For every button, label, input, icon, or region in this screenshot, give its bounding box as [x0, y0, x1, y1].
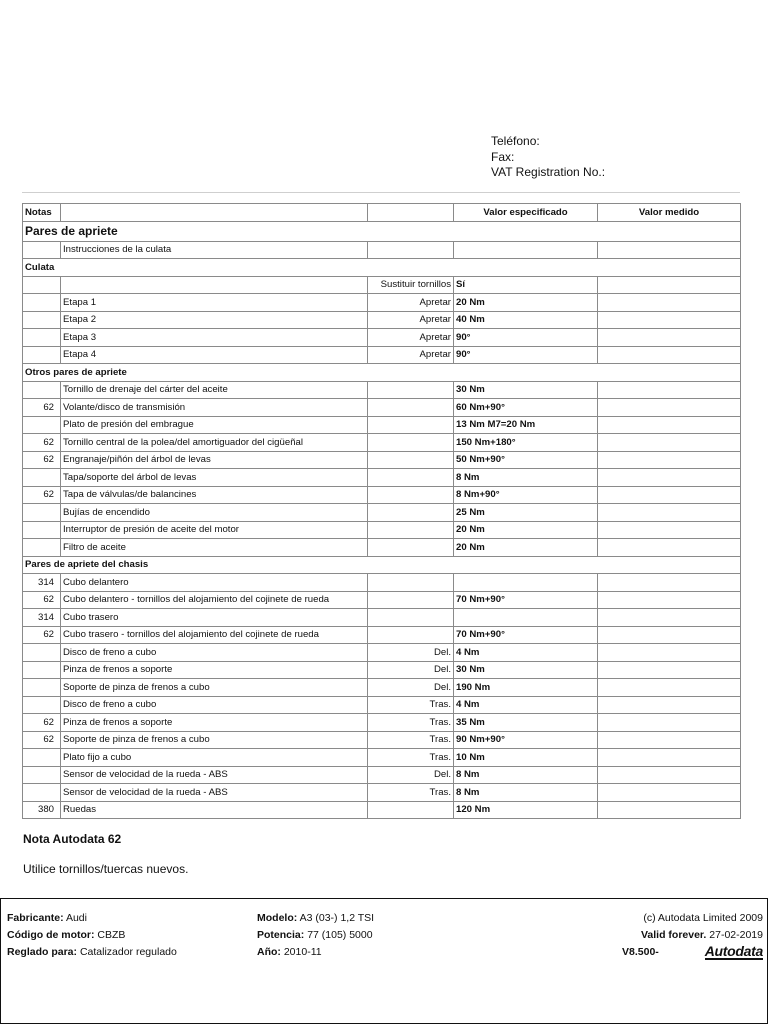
qualifier-cell — [368, 574, 454, 592]
specified-value-cell: 20 Nm — [454, 294, 598, 312]
specified-value-cell: 4 Nm — [454, 696, 598, 714]
description-cell: Instrucciones de la culata — [61, 241, 368, 259]
description-cell: Plato fijo a cubo — [61, 749, 368, 767]
specified-value-cell: 90° — [454, 346, 598, 364]
qualifier-cell — [368, 434, 454, 452]
version-line — [622, 946, 659, 958]
specified-value-cell: 20 Nm — [454, 521, 598, 539]
table-row — [23, 661, 741, 679]
specified-value-cell: 60 Nm+90° — [454, 399, 598, 417]
table-row — [23, 539, 741, 557]
table-row — [23, 591, 741, 609]
note-cell: 62 — [23, 486, 61, 504]
qualifier-cell — [368, 521, 454, 539]
measured-value-cell — [598, 416, 741, 434]
measured-value-cell — [598, 451, 741, 469]
power-line — [257, 929, 373, 941]
note-cell: 62 — [23, 451, 61, 469]
engine-code-label: Código de motor: — [7, 929, 95, 941]
measured-value-cell — [598, 381, 741, 399]
validity-line — [641, 929, 763, 941]
note-cell — [23, 329, 61, 347]
tuned-for-value: Catalizador regulado — [79, 946, 177, 958]
description-cell: Cubo delantero — [61, 574, 368, 592]
note-cell — [23, 749, 61, 767]
manufacturer-label: Fabricante: — [7, 912, 64, 924]
tuned-for-label: Reglado para: — [7, 946, 78, 958]
qualifier-cell — [368, 416, 454, 434]
description-cell: Engranaje/piñón del árbol de levas — [61, 451, 368, 469]
table-row — [23, 486, 741, 504]
description-cell: Tornillo central de la polea/del amortiguador del cigüeñal — [61, 434, 368, 452]
specified-value-cell: 120 Nm — [454, 801, 598, 819]
measured-value-cell — [598, 696, 741, 714]
qualifier-cell — [368, 504, 454, 522]
measured-value-cell — [598, 749, 741, 767]
table-row — [23, 644, 741, 662]
measured-value-cell — [598, 784, 741, 802]
note-cell: 62 — [23, 626, 61, 644]
table-row — [23, 626, 741, 644]
specified-value-cell: 10 Nm — [454, 749, 598, 767]
phone-label: Teléfono: — [491, 134, 540, 148]
specified-value-cell: 190 Nm — [454, 679, 598, 697]
note-cell — [23, 381, 61, 399]
header-spec: Valor especificado — [454, 204, 598, 222]
contact-block — [491, 134, 605, 181]
qualifier-cell: Apretar — [368, 329, 454, 347]
measured-value-cell — [598, 626, 741, 644]
header-notes: Notas — [23, 204, 61, 222]
specified-value-cell: 150 Nm+180° — [454, 434, 598, 452]
qualifier-cell: Apretar — [368, 311, 454, 329]
table-row — [23, 609, 741, 627]
description-cell: Etapa 2 — [61, 311, 368, 329]
description-cell: Plato de presión del embrague — [61, 416, 368, 434]
note-cell: 62 — [23, 434, 61, 452]
measured-value-cell — [598, 311, 741, 329]
measured-value-cell — [598, 539, 741, 557]
logo-text: Autodata — [704, 943, 763, 959]
description-cell: Tapa/soporte del árbol de levas — [61, 469, 368, 487]
description-cell: Cubo trasero - tornillos del alojamiento del cojinete de rueda — [61, 626, 368, 644]
description-cell: Disco de freno a cubo — [61, 644, 368, 662]
qualifier-cell: Tras. — [368, 784, 454, 802]
year-value: 2010-11 — [283, 946, 322, 958]
table-title-row — [23, 221, 741, 241]
table-section-row — [23, 556, 741, 574]
table-row — [23, 294, 741, 312]
qualifier-cell — [368, 399, 454, 417]
note-cell — [23, 416, 61, 434]
table-title: Pares de apriete — [23, 221, 741, 241]
table-row — [23, 346, 741, 364]
note-cell — [23, 784, 61, 802]
qualifier-cell: Tras. — [368, 696, 454, 714]
qualifier-cell: Apretar — [368, 294, 454, 312]
note-cell: 62 — [23, 731, 61, 749]
power-value: 77 (105) 5000 — [307, 929, 373, 941]
qualifier-cell — [368, 539, 454, 557]
table-row — [23, 381, 741, 399]
note-cell — [23, 539, 61, 557]
section-label: Pares de apriete del chasis — [23, 556, 741, 574]
table-section-row — [23, 364, 741, 382]
description-cell: Ruedas — [61, 801, 368, 819]
description-cell: Tapa de válvulas/de balancines — [61, 486, 368, 504]
measured-value-cell — [598, 731, 741, 749]
year-label: Año: — [257, 946, 281, 958]
power-label: Potencia: — [257, 929, 305, 941]
note-cell — [23, 276, 61, 294]
note-cell — [23, 644, 61, 662]
table-row — [23, 696, 741, 714]
description-cell: Soporte de pinza de frenos a cubo — [61, 679, 368, 697]
table-row — [23, 749, 741, 767]
measured-value-cell — [598, 434, 741, 452]
note-cell — [23, 521, 61, 539]
qualifier-cell — [368, 486, 454, 504]
qualifier-cell: Tras. — [368, 714, 454, 732]
measured-value-cell — [598, 276, 741, 294]
note-cell — [23, 766, 61, 784]
qualifier-cell — [368, 469, 454, 487]
autodata-note-text: Utilice tornillos/tuercas nuevos. — [23, 862, 189, 876]
table-row — [23, 766, 741, 784]
qualifier-cell: Del. — [368, 644, 454, 662]
table-row — [23, 311, 741, 329]
qualifier-cell: Del. — [368, 661, 454, 679]
note-cell — [23, 311, 61, 329]
table-row — [23, 574, 741, 592]
specified-value-cell: 4 Nm — [454, 644, 598, 662]
description-cell: Etapa 1 — [61, 294, 368, 312]
description-cell: Soporte de pinza de frenos a cubo — [61, 731, 368, 749]
measured-value-cell — [598, 486, 741, 504]
description-cell: Sensor de velocidad de la rueda - ABS — [61, 784, 368, 802]
specified-value-cell: 13 Nm M7=20 Nm — [454, 416, 598, 434]
header-measured: Valor medido — [598, 204, 741, 222]
specified-value-cell — [454, 241, 598, 259]
table-row — [23, 714, 741, 732]
model-label: Modelo: — [257, 912, 298, 924]
description-cell: Filtro de aceite — [61, 539, 368, 557]
qualifier-cell — [368, 801, 454, 819]
engine-code-value: CBZB — [97, 929, 126, 941]
measured-value-cell — [598, 346, 741, 364]
qualifier-cell: Apretar — [368, 346, 454, 364]
note-cell: 314 — [23, 574, 61, 592]
valid-date: 27-02-2019 — [709, 929, 763, 941]
description-cell: Etapa 3 — [61, 329, 368, 347]
table-row — [23, 731, 741, 749]
table-row — [23, 416, 741, 434]
qualifier-cell: Tras. — [368, 731, 454, 749]
specified-value-cell: 30 Nm — [454, 381, 598, 399]
measured-value-cell — [598, 714, 741, 732]
fax-label: Fax: — [491, 149, 515, 164]
engine-code-line — [7, 929, 125, 941]
specified-value-cell: 50 Nm+90° — [454, 451, 598, 469]
description-cell: Interruptor de presión de aceite del motor — [61, 521, 368, 539]
table-row — [23, 801, 741, 819]
table-row — [23, 679, 741, 697]
table-header-row — [23, 204, 741, 222]
tuned-for-line — [7, 946, 177, 958]
measured-value-cell — [598, 399, 741, 417]
table-row — [23, 521, 741, 539]
measured-value-cell — [598, 521, 741, 539]
header-desc — [61, 204, 368, 222]
specified-value-cell: 35 Nm — [454, 714, 598, 732]
qualifier-cell: Tras. — [368, 749, 454, 767]
note-cell — [23, 346, 61, 364]
specified-value-cell: 8 Nm — [454, 766, 598, 784]
description-cell: Volante/disco de transmisión — [61, 399, 368, 417]
description-cell — [61, 276, 368, 294]
measured-value-cell — [598, 504, 741, 522]
note-cell — [23, 504, 61, 522]
table-row — [23, 784, 741, 802]
note-cell — [23, 661, 61, 679]
description-cell: Cubo trasero — [61, 609, 368, 627]
specified-value-cell — [454, 574, 598, 592]
description-cell: Tornillo de drenaje del cárter del aceite — [61, 381, 368, 399]
manufacturer-line — [7, 912, 87, 924]
measured-value-cell — [598, 294, 741, 312]
measured-value-cell — [598, 329, 741, 347]
table-section-row — [23, 259, 741, 277]
autodata-logo — [705, 944, 763, 960]
description-cell: Pinza de frenos a soporte — [61, 714, 368, 732]
version: V8.500- — [622, 946, 659, 958]
specified-value-cell: Sí — [454, 276, 598, 294]
specified-value-cell: 70 Nm+90° — [454, 591, 598, 609]
qualifier-cell — [368, 609, 454, 627]
note-cell: 62 — [23, 399, 61, 417]
specified-value-cell: 25 Nm — [454, 504, 598, 522]
table-row — [23, 241, 741, 259]
description-cell: Sensor de velocidad de la rueda - ABS — [61, 766, 368, 784]
measured-value-cell — [598, 801, 741, 819]
torque-table — [22, 203, 741, 819]
qualifier-cell: Del. — [368, 679, 454, 697]
note-cell: 380 — [23, 801, 61, 819]
year-line — [257, 946, 322, 958]
qualifier-cell — [368, 626, 454, 644]
specified-value-cell — [454, 609, 598, 627]
note-cell — [23, 294, 61, 312]
model-line — [257, 912, 374, 924]
footer — [0, 898, 768, 1024]
note-cell — [23, 696, 61, 714]
table-row — [23, 469, 741, 487]
model-value: A3 (03-) 1,2 TSI — [299, 912, 375, 924]
vat-label: VAT Registration No.: — [491, 165, 606, 179]
manufacturer-value: Audi — [65, 912, 87, 924]
header-divider — [22, 192, 740, 193]
qualifier-cell: Sustituir tornillos — [368, 276, 454, 294]
valid-label: Valid forever. — [640, 929, 707, 941]
copyright: (c) Autodata Limited 2009 — [643, 912, 763, 924]
description-cell: Bujías de encendido — [61, 504, 368, 522]
description-cell: Etapa 4 — [61, 346, 368, 364]
table-row — [23, 276, 741, 294]
specified-value-cell: 30 Nm — [454, 661, 598, 679]
description-cell: Pinza de frenos a soporte — [61, 661, 368, 679]
table-row — [23, 399, 741, 417]
measured-value-cell — [598, 679, 741, 697]
section-label: Otros pares de apriete — [23, 364, 741, 382]
specified-value-cell: 90° — [454, 329, 598, 347]
qualifier-cell — [368, 591, 454, 609]
section-label: Culata — [23, 259, 741, 277]
qualifier-cell — [368, 381, 454, 399]
note-cell — [23, 469, 61, 487]
qualifier-cell — [368, 451, 454, 469]
qualifier-cell: Del. — [368, 766, 454, 784]
measured-value-cell — [598, 574, 741, 592]
note-cell: 62 — [23, 714, 61, 732]
specified-value-cell: 90 Nm+90° — [454, 731, 598, 749]
measured-value-cell — [598, 241, 741, 259]
measured-value-cell — [598, 644, 741, 662]
specified-value-cell: 40 Nm — [454, 311, 598, 329]
note-cell: 314 — [23, 609, 61, 627]
specified-value-cell: 20 Nm — [454, 539, 598, 557]
description-cell: Cubo delantero - tornillos del alojamiento del cojinete de rueda — [61, 591, 368, 609]
qualifier-cell — [368, 241, 454, 259]
description-cell: Disco de freno a cubo — [61, 696, 368, 714]
specified-value-cell: 8 Nm+90° — [454, 486, 598, 504]
measured-value-cell — [598, 766, 741, 784]
measured-value-cell — [598, 591, 741, 609]
autodata-note-title: Nota Autodata 62 — [23, 832, 122, 846]
note-cell — [23, 679, 61, 697]
measured-value-cell — [598, 661, 741, 679]
note-cell: 62 — [23, 591, 61, 609]
table-row — [23, 451, 741, 469]
note-cell — [23, 241, 61, 259]
table-row — [23, 504, 741, 522]
table-row — [23, 434, 741, 452]
measured-value-cell — [598, 609, 741, 627]
table-row — [23, 329, 741, 347]
measured-value-cell — [598, 469, 741, 487]
specified-value-cell: 8 Nm — [454, 469, 598, 487]
specified-value-cell: 8 Nm — [454, 784, 598, 802]
specified-value-cell: 70 Nm+90° — [454, 626, 598, 644]
header-qual — [368, 204, 454, 222]
